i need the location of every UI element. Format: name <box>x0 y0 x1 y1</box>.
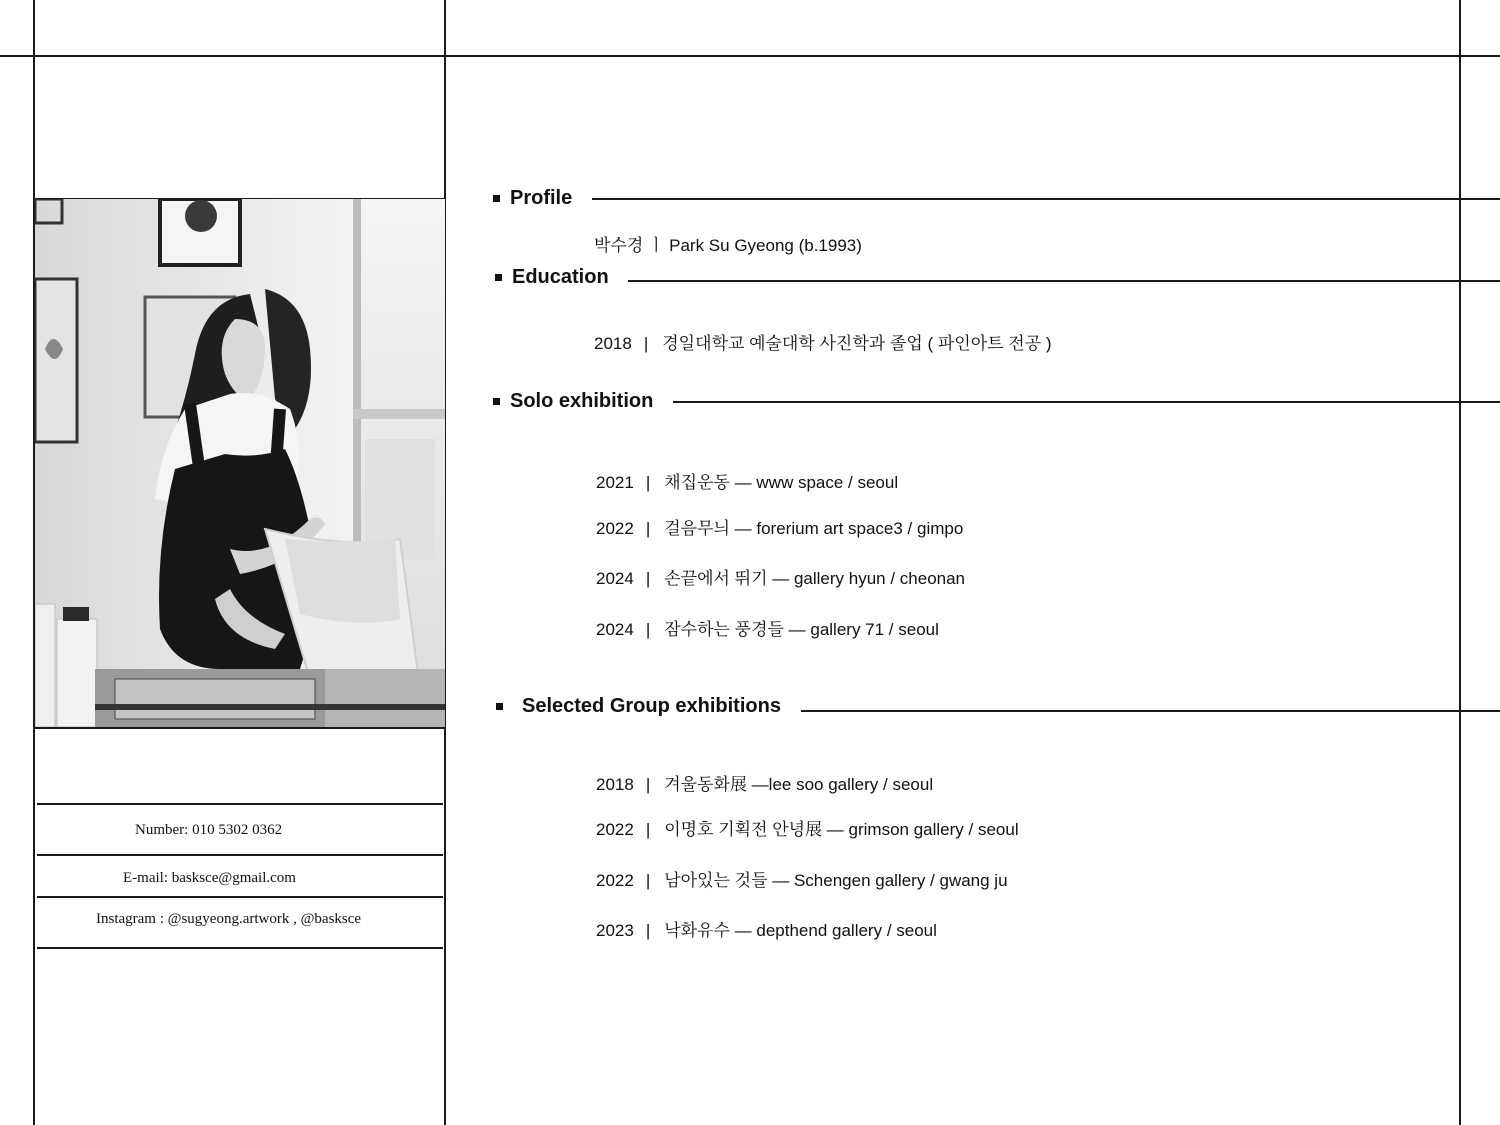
entry-separator: | <box>645 473 651 492</box>
artist-photo <box>35 199 445 727</box>
group-item <box>596 916 937 941</box>
entry-year: 2021 <box>596 473 634 492</box>
entry-text: 경일대학교 예술대학 사진학과 졸업 ( 파인아트 전공 ) <box>662 334 1052 353</box>
square-bullet-icon <box>496 703 503 710</box>
entry-text: 채집운동 — www space / seoul <box>664 473 899 492</box>
entry-text: 손끝에서 뛰기 — gallery hyun / cheonan <box>664 569 966 588</box>
profile-name: 박수경 ㅣ Park Su Gyeong (b.1993) <box>594 236 862 255</box>
solo-heading <box>493 390 653 413</box>
entry-text: 낙화유수 — depthend gallery / seoul <box>664 921 937 940</box>
entry-text: 겨울동화展 —lee soo gallery / seoul <box>664 775 934 794</box>
artist-photo-image <box>35 199 445 727</box>
entry-separator: | <box>645 569 651 588</box>
contact-rule-2 <box>37 854 443 856</box>
entry-separator: | <box>645 519 651 538</box>
profile-rule <box>592 198 1500 200</box>
entry-text: 이명호 기획전 안녕展 — grimson gallery / seoul <box>664 820 1019 839</box>
contact-number: Number: 010 5302 0362 <box>135 822 283 838</box>
entry-year: 2018 <box>596 775 634 794</box>
education-heading <box>495 266 609 289</box>
group-heading-label: Selected Group exhibitions <box>522 695 781 717</box>
solo-item <box>596 615 939 640</box>
contact-email[interactable]: E-mail: basksce@gmail.com <box>123 870 296 886</box>
entry-year: 2018 <box>594 334 632 353</box>
photo-bottom-rule <box>35 727 445 729</box>
solo-heading-label: Solo exhibition <box>510 390 654 412</box>
entry-year: 2022 <box>596 820 634 839</box>
entry-separator: | <box>645 620 651 639</box>
solo-item <box>596 468 898 493</box>
entry-text: 남아있는 것들 — Schengen gallery / gwang ju <box>664 871 1008 890</box>
entry-separator: | <box>645 921 651 940</box>
square-bullet-icon <box>493 195 500 202</box>
group-heading <box>496 695 781 718</box>
top-rule <box>0 55 1500 57</box>
solo-item <box>596 514 963 539</box>
entry-year: 2023 <box>596 921 634 940</box>
education-rule <box>628 280 1500 282</box>
entry-year: 2022 <box>596 871 634 890</box>
group-rule <box>801 710 1500 712</box>
contact-rule-4 <box>37 947 443 949</box>
square-bullet-icon <box>495 274 502 281</box>
contact-rule-3 <box>37 896 443 898</box>
group-item <box>596 770 933 795</box>
entry-year: 2024 <box>596 569 634 588</box>
education-item <box>594 329 1052 354</box>
education-heading-label: Education <box>512 266 609 288</box>
entry-separator: | <box>645 871 651 890</box>
contact-instagram[interactable]: Instagram : @sugyeong.artwork , @basksce <box>96 911 362 927</box>
entry-separator: | <box>645 820 651 839</box>
contact-rule-1 <box>37 803 443 805</box>
profile-heading-label: Profile <box>510 187 573 209</box>
entry-text: 걸음무늬 — forerium art space3 / gimpo <box>664 519 964 538</box>
group-item <box>596 866 1008 891</box>
entry-separator: | <box>643 334 649 353</box>
profile-heading <box>493 187 572 210</box>
square-bullet-icon <box>493 398 500 405</box>
right-column-rule <box>1459 0 1461 1125</box>
solo-rule <box>673 401 1500 403</box>
entry-separator: | <box>645 775 651 794</box>
entry-text: 잠수하는 풍경들 — gallery 71 / seoul <box>664 620 939 639</box>
solo-item <box>596 564 965 589</box>
group-item <box>596 815 1019 840</box>
entry-year: 2024 <box>596 620 634 639</box>
entry-year: 2022 <box>596 519 634 538</box>
